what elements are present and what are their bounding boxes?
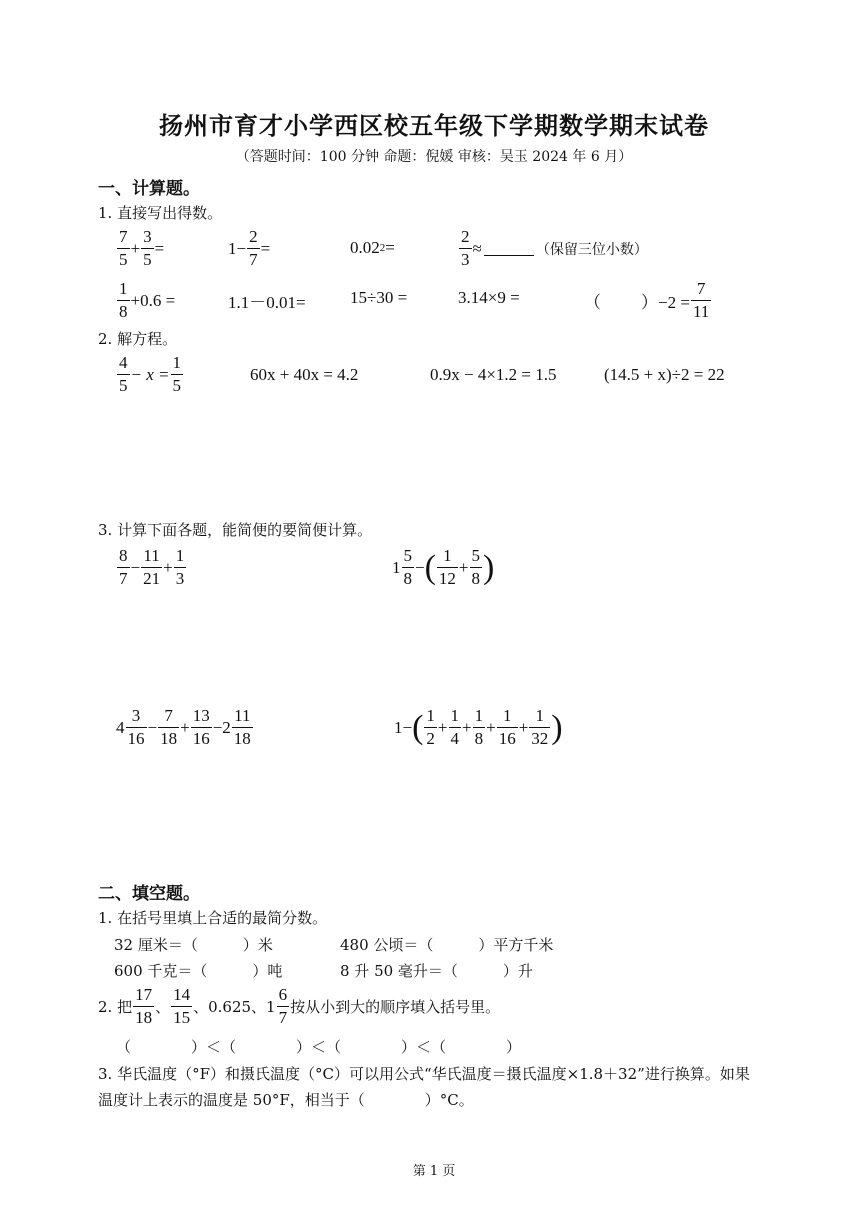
q3-item-a: $\frac{8}{7}$ − $\frac{11}{21}$ + $\frac{1}{3}$ <box>119 546 185 588</box>
q2-label: 2. 解方程。 <box>98 330 178 348</box>
q3-item-b: 1 $\frac{5}{8}$ − ( $\frac{1}{12}$ + $\frac{5}{8}$ ) <box>392 546 495 588</box>
q2-item-a: $\frac{4}{5}$ − x = $\frac{1}{5}$ <box>119 353 181 395</box>
q1-item-a: $\frac{7}{5}$ + $\frac{3}{5}$ = <box>119 227 165 269</box>
q1-label: 1. 直接写出得数。 <box>98 204 223 222</box>
q1-item-c: 0.02 2 = <box>350 238 395 257</box>
section-1-heading: 一、计算题。 <box>98 179 200 199</box>
fill-q2-blanks[interactable]: （ ）＜（ ）＜（ ）＜（ ） <box>116 1038 522 1056</box>
q1-item-i: （ ）−2 = $\frac{7}{11}$ <box>584 279 710 321</box>
fill-q1-c: 600 千克＝（ ）吨 <box>114 962 283 980</box>
answer-blank[interactable] <box>484 241 534 256</box>
fill-q3-line1: 3. 华氏温度（°F）和摄氏温度（°C）可以用公式“华氏温度＝摄氏温度×1.8＋32”进行换算。如果 <box>98 1065 750 1083</box>
fill-q1-a: 32 厘米＝（ ）米 <box>114 936 273 954</box>
fill-q1-label: 1. 在括号里填上合适的最简分数。 <box>98 909 328 927</box>
q1-item-f: 1.1－0.01= <box>228 293 306 312</box>
q3-label: 3. 计算下面各题，能简便的要简便计算。 <box>98 521 373 539</box>
exam-subtitle: （答题时间：100 分钟 命题：倪媛 审核：吴玉 2024 年 6 月） <box>235 149 633 165</box>
q1-item-g: 15÷30 = <box>350 288 408 307</box>
q1-item-e: $\frac{1}{8}$ +0.6 = <box>119 279 176 321</box>
q2-item-d: (14.5 + x)÷2 = 22 <box>604 365 725 384</box>
q1-item-d: $\frac{2}{3}$ ≈ （保留三位小数） <box>461 227 648 269</box>
fill-q2: 2. 把 $\frac{17}{18}$ 、 $\frac{14}{15}$ 、0.625、1 $\frac{6}{7}$ 按从小到大的顺序填入括号里。 <box>98 985 501 1027</box>
q1-item-h: 3.14×9 = <box>458 288 520 307</box>
q1-item-b: 1− $\frac{2}{7}$ = <box>228 227 271 269</box>
page-number: 第 1 页 <box>412 1164 456 1179</box>
q3-item-c: 4 $\frac{3}{16}$ − $\frac{7}{18}$ + $\frac{13}{16}$ − 2 $\frac{11}{18}$ <box>116 706 251 748</box>
q2-item-c: 0.9x − 4×1.2 = 1.5 <box>430 365 557 384</box>
exam-title: 扬州市育才小学西区校五年级下学期数学期末试卷 <box>159 111 709 140</box>
section-2-heading: 二、填空题。 <box>98 884 200 904</box>
q2-item-b: 60x + 40x = 4.2 <box>250 365 359 384</box>
fill-q3-line2: 温度计上表示的温度是 50°F，相当于（ ）°C。 <box>98 1091 474 1109</box>
fill-q1-b: 480 公顷＝（ ）平方千米 <box>340 936 554 954</box>
q3-item-d: 1− ( $\frac{1}{2}$ + $\frac{1}{4}$ + $\frac{1}{8}$ + $\frac{1}{16}$ + $\frac{1}{32}$ ) <box>394 706 563 748</box>
fill-q1-d: 8 升 50 毫升＝（ ）升 <box>340 962 533 980</box>
